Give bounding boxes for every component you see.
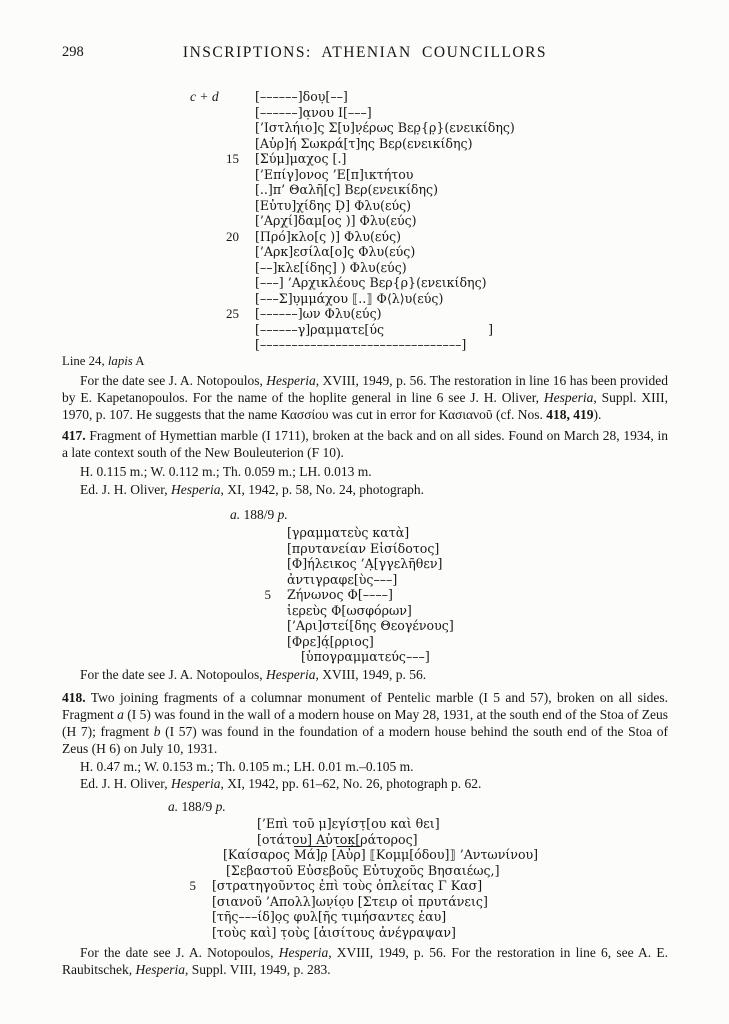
line-number xyxy=(209,213,255,229)
inscription-line xyxy=(209,306,668,322)
line-number: 15 xyxy=(226,151,239,166)
inscription-line xyxy=(209,322,668,338)
inscription-line xyxy=(209,229,668,245)
entry-418-edition: Ed. J. H. Oliver, Hesperia, XI, 1942, pp. 61–62, No. 26, photograph p. 62. xyxy=(80,775,482,791)
line-number xyxy=(166,847,212,863)
line-number xyxy=(166,863,212,879)
inscription-line xyxy=(209,151,668,167)
inscription-line xyxy=(166,909,668,925)
greek-text: [Φ]ήλεικος ’Α̣[γγελῆθεν] xyxy=(287,556,443,571)
inscription-line xyxy=(209,291,668,307)
greek-text: [σιανοῦ ’Απολλ]ων̣ίο̣υ [Στειρ οἱ πρυτάνεις] xyxy=(212,893,488,909)
greek-text: [Πρό]κλο[ς )] Φλυ(εύς) xyxy=(255,228,402,244)
line-number xyxy=(209,167,255,183)
inscription-block-417 xyxy=(241,525,668,665)
inscription-line xyxy=(209,105,668,121)
line-number xyxy=(241,603,287,619)
inscription-block-418 xyxy=(166,816,668,940)
inscription-line xyxy=(209,213,668,229)
line-number: 5 xyxy=(189,878,196,893)
entry-418-dimensions: H. 0.47 m.; W. 0.153 m.; Th. 0.105 m.; LH. 0.01 m.–0.105 m. xyxy=(80,758,414,774)
entry-417-footnote: For the date see J. A. Notopoulos, Hesperia, XVIII, 1949, p. 56. xyxy=(80,666,427,682)
inscription-line xyxy=(166,816,668,832)
inscription-line xyxy=(241,587,668,603)
inscription-line xyxy=(241,634,668,650)
greek-text: [Εὐτυ]χίδης Ḍ] Φλυ(εύς) xyxy=(255,197,412,213)
greek-text: [––––––]α̣νου Ι[–––] xyxy=(255,104,372,120)
entry-417-edition: Ed. J. H. Oliver, Hesperia, XI, 1942, p. 58, No. 24, photograph. xyxy=(80,481,425,497)
greek-text: [’Αρι]στεί[δης Θεογένους] xyxy=(287,618,454,633)
inscription-line xyxy=(241,541,668,557)
line-number xyxy=(209,136,255,152)
line-number xyxy=(166,925,212,941)
greek-text: [τῆς–––ίδ]ο̣ς φυλ[ῆς τιμήσαντες ἑαυ] xyxy=(212,909,447,924)
inscription-line xyxy=(209,136,668,152)
inscription-line xyxy=(209,167,668,183)
inscription-line xyxy=(166,847,668,863)
entry-418-footnote: For the date see J. A. Notopoulos, Hesperia, XVIII, 1949, p. 56. For the restoration in line 6, see A. E. Raubitschek, Hesperia, Suppl. VIII, 1949, p. 283. xyxy=(62,945,668,977)
line-number xyxy=(209,337,255,353)
greek-text: [οτάτου] Αὐτοκ̣[ράτορος] xyxy=(257,831,418,847)
greek-text: [’Αρχί]δαμ[ος )] Φλυ(εύς) xyxy=(255,213,417,228)
line-number xyxy=(209,198,255,214)
entry-417-heading: 417. Fragment of Hymettian marble (I 1711), broken at the back and on all sides. Found on March 28, 1934, in a late context south of the New Bouleuterion (F 10). xyxy=(62,427,668,460)
commentary-paragraph: For the date see J. A. Notopoulos, Hesperia, XVIII, 1949, p. 56. The restoration in line 16 has been provided by E. Kapetanopoulos. For the name of the hoplite general in line 6 see J. H. Oliver, Hesperia, Suppl. XIII, 1970, p. 107. He suggests that the name Κασσίου was cut in error for Κασιανοῦ (cf. Nos. 418, 419). xyxy=(62,372,668,422)
line-number xyxy=(209,260,255,276)
book-page xyxy=(62,0,668,978)
inscription-line xyxy=(209,337,668,353)
line-number xyxy=(166,816,212,832)
greek-text: [ὑπογραμματεύς–––] xyxy=(301,649,430,664)
inscription-line xyxy=(241,525,668,541)
inscription-line xyxy=(209,182,668,198)
greek-text: Ζήνωνος Φ[––––] xyxy=(287,587,393,602)
entry-417-date: a. 188/9 p. xyxy=(230,506,288,522)
line-number xyxy=(166,894,212,910)
inscription-line xyxy=(209,89,668,105)
greek-text: [’Αρκ]εσίλα[ο]ς̣ Φλυ(εύς) xyxy=(255,244,416,259)
greek-text: [’Επίγ]ονος ’Ε[π]ικτήτου xyxy=(255,166,414,182)
entry-418-date: a. 188/9 p. xyxy=(168,798,226,814)
line-number xyxy=(241,541,287,557)
line-number: 25 xyxy=(226,306,239,321)
line-number xyxy=(209,182,255,198)
greek-text: ἀντιγραφε[ὺς–––] xyxy=(287,571,398,587)
line-number xyxy=(209,275,255,291)
line-number xyxy=(241,572,287,588)
greek-text: [––]κλε[ίδης] ) Φλυ(εύς) xyxy=(255,259,407,275)
line-number xyxy=(209,322,255,338)
inscription-line xyxy=(209,120,668,136)
inscription-line xyxy=(166,925,668,941)
greek-text: [Φρε]ά̣[ρριος] xyxy=(287,633,374,649)
inscription-line xyxy=(209,198,668,214)
line-number xyxy=(241,556,287,572)
line-number xyxy=(209,120,255,136)
greek-text: [Σύμ]μαχος [.] xyxy=(255,151,347,166)
line-number xyxy=(241,649,287,665)
greek-text: [Αὐρ]ή Σωκρά[τ]ης Βερ(ενεικίδης) xyxy=(255,135,473,151)
greek-text: [––––––––––––––––––––––––––––––––] xyxy=(255,337,467,352)
inscription-line xyxy=(241,618,668,634)
fragment-label: c + d xyxy=(190,89,219,104)
inscription-line xyxy=(166,878,668,894)
greek-text: [–––Σ]υ̣μμάχου ⟦..⟧ Φ⟨λ⟩υ(εύς) xyxy=(255,290,444,306)
line-number xyxy=(209,105,255,121)
greek-text: [Καίσαρος Μά]ρ̣ $[\overline{Aὐ\rho}]$ ⟦Κομμ[όδου]⟧ ’Αντωνίνου] xyxy=(223,847,539,862)
line-number: 5 xyxy=(264,587,271,602)
inscription-line xyxy=(166,863,668,879)
page-number: 298 xyxy=(62,44,84,60)
inscription-line xyxy=(166,832,668,848)
greek-text: [––––––]δου̣[––] xyxy=(255,89,348,104)
line-number xyxy=(209,291,255,307)
running-title: INSCRIPTIONS: ATHENIAN COUNCILLORS xyxy=(182,44,548,61)
line-number xyxy=(166,909,212,925)
line-number xyxy=(241,618,287,634)
inscription-line xyxy=(241,556,668,572)
inscription-line xyxy=(209,260,668,276)
line-number xyxy=(241,525,287,541)
greek-text: [––––––γ]ραμματε[ύς ] xyxy=(255,321,494,337)
inscription-line xyxy=(209,275,668,291)
inscription-line xyxy=(241,572,668,588)
inscription-line xyxy=(166,894,668,910)
greek-text: [–––] ’Αρχικλέους Βερ{ρ}(ενεικίδης) xyxy=(255,275,487,290)
greek-text: [––––––]ων Φλυ(εύς) xyxy=(255,306,382,321)
inscription-line xyxy=(209,244,668,260)
greek-text: [τοὺς καὶ] τ̣οὺς̣ [ἀισίτους ἀνέγραψαν] xyxy=(212,924,456,940)
inscription-line xyxy=(241,603,668,619)
page-header xyxy=(62,44,668,61)
greek-text: [’Ιστλήιο]ς Σ[υ]ν̣έρως Βερ̣{ρ̣}(ενεικίδης) xyxy=(255,120,515,135)
apparatus-note: Line 24, lapis A xyxy=(62,353,145,368)
greek-text: [στρατηγοῦντος ἐπὶ τοὺς ὁπλείτας Γ Κασ] xyxy=(212,878,483,893)
inscription-line xyxy=(241,649,668,665)
line-number xyxy=(241,634,287,650)
line-number xyxy=(209,244,255,260)
greek-text: [Σεβαστοῦ Εὐσεβοῦς Εὐτυχοῦς Βησαιέως,] xyxy=(226,862,500,878)
greek-text: [’Επὶ τοῦ μ]εγίστ̣[ου καὶ θει] xyxy=(257,816,440,831)
line-number: 20 xyxy=(226,228,239,244)
greek-text: [..]π’ Θαλῆ[ς] Βερ(ενεικίδης) xyxy=(255,182,438,197)
entry-417-dimensions: H. 0.115 m.; W. 0.112 m.; Th. 0.059 m.; LH. 0.013 m. xyxy=(80,463,372,479)
line-number xyxy=(166,832,212,848)
inscription-block-c-d xyxy=(190,89,668,353)
greek-text: [πρυτανείαν Εἰσίδοτος] xyxy=(287,540,440,556)
greek-text: [γραμματεὺς κατὰ] xyxy=(287,525,410,540)
greek-text: ἱερεὺς Φ[ωσφόρων] xyxy=(287,602,412,618)
entry-418-heading: 418. Two joining fragments of a columnar monument of Pentelic marble (I 5 and 57), broken on all sides. Fragment a (I 5) was found in the wall of a modern house on May 28, 1931, at the south end of the Stoa of Zeus (H 7); fragment b (I 57) was found in the foundation of a modern house behind the south end of the Stoa of Zeus (H 6) on July 10, 1931. xyxy=(62,689,668,756)
